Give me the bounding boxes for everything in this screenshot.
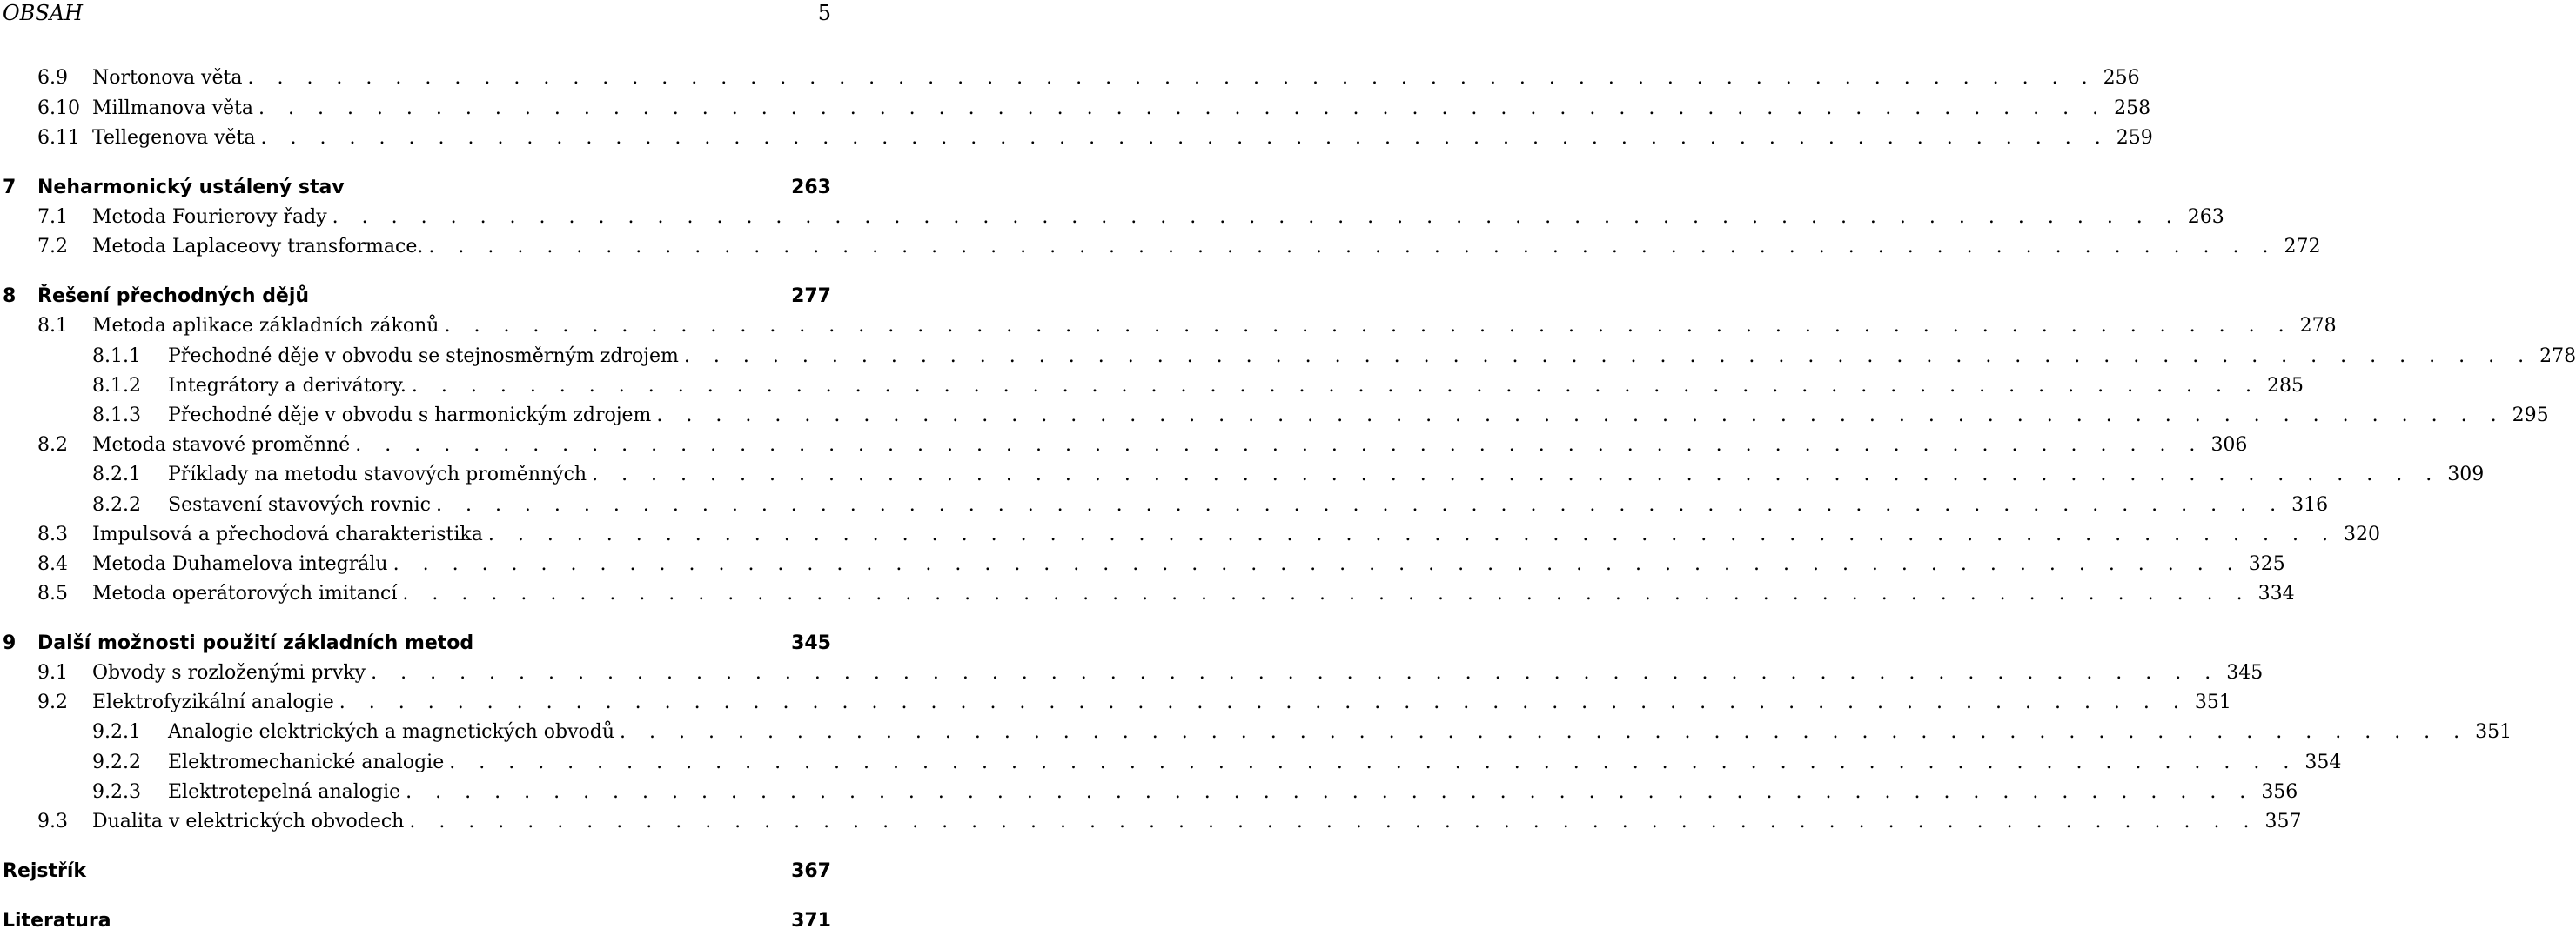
toc-entry-title: Příklady na metodu stavových proměnných <box>168 464 587 485</box>
toc-entry-number: 6.11 <box>37 127 80 149</box>
toc-section-entry[interactable] <box>0 718 2512 747</box>
toc-entry-title: Rejstřík <box>3 860 87 882</box>
toc-dot-leader: . . . . . . . . . . . . . . . . . . . . . . . . . . . . . . . . . . . . . . . . . . . . . . . . . . . . . . . . . . . . . . . <box>392 553 2242 575</box>
toc-entry-page-number: 285 <box>2267 375 2304 397</box>
toc-entry-title: Integrátory a derivátory. <box>168 375 406 397</box>
toc-dot-leader: . . . . . . . . . . . . . . . . . . . . . . . . . . . . . . . . . . . . . . . . . . . . . . . . . . . . . . . . . . . . . . . <box>371 662 2220 684</box>
toc-entry-number: 9.2.3 <box>92 781 141 803</box>
toc-entry-title: Elektromechanické analogie <box>168 752 445 773</box>
toc-entry-title: Přechodné děje v obvodu se stejnosměrným zdrojem <box>168 345 679 367</box>
toc-entry-title: Metoda operátorových imitancí <box>92 583 398 605</box>
toc-entry-number: 8.1 <box>37 315 68 337</box>
toc-entry-page-number: 309 <box>2447 464 2485 485</box>
toc-entry-page-number: 345 <box>791 632 831 654</box>
toc-entry-page-number: 256 <box>2103 67 2140 89</box>
toc-entry-page-number: 367 <box>791 860 831 882</box>
toc-entry-title: Literatura <box>3 910 111 932</box>
toc-entry-title: Obvody s rozloženými prvky <box>92 662 366 684</box>
toc-section-entry[interactable] <box>0 232 2321 262</box>
toc-chapter-entry[interactable] <box>0 857 831 886</box>
toc-chapter-entry[interactable] <box>0 173 831 203</box>
toc-section-entry[interactable] <box>0 371 2304 401</box>
toc-entry-title: Analogie elektrických a magnetických obvodů <box>168 721 615 743</box>
toc-dot-leader: . . . . . . . . . . . . . . . . . . . . . . . . . . . . . . . . . . . . . . . . . . . . . . . . . . . . . . . . . . . . . . . <box>449 752 2298 773</box>
toc-section-entry[interactable] <box>0 550 2285 579</box>
toc-dot-leader: . . . . . . . . . . . . . . . . . . . . . . . . . . . . . . . . . . . . . . . . . . . . . . . . . . . . . . . . . . . . . . . <box>444 315 2293 337</box>
toc-section-entry[interactable] <box>0 401 2549 431</box>
toc-entry-number: 7.2 <box>37 236 68 257</box>
toc-entry-page-number: 316 <box>2291 494 2329 516</box>
toc-entry-page-number: 357 <box>2264 811 2302 832</box>
toc-entry-number: 9.2.1 <box>92 721 141 743</box>
toc-dot-leader: . . . . . . . . . . . . . . . . . . . . . . . . . . . . . . . . . . . . . . . . . . . . . . . . . . . . . . . . . . . . . . . <box>258 97 2108 119</box>
toc-entry-page-number: 263 <box>2187 206 2224 228</box>
toc-entry-number: 7.1 <box>37 206 68 228</box>
running-header-page-number: 5 <box>817 1 831 25</box>
toc-chapter-entry[interactable] <box>0 282 831 311</box>
toc-entry-title: Metoda aplikace základních zákonů <box>92 315 439 337</box>
toc-entry-title: Dualita v elektrických obvodech <box>92 811 405 832</box>
toc-dot-leader: . . . . . . . . . . . . . . . . . . . . . . . . . . . . . . . . . . . . . . . . . . . . . . . . . . . . . . . . . . . . . . . <box>355 434 2204 456</box>
toc-entry-title: Metoda Laplaceovy transformace. <box>92 236 424 257</box>
toc-section-entry[interactable] <box>0 342 2576 371</box>
toc-entry-number: 9.2 <box>37 692 68 713</box>
toc-entry-page-number: 306 <box>2210 434 2248 456</box>
toc-section-entry[interactable] <box>0 778 2298 807</box>
toc-entry-number: 9.3 <box>37 811 68 832</box>
toc-section-entry[interactable] <box>0 203 2224 232</box>
toc-entry-number: 8.5 <box>37 583 68 605</box>
toc-section-entry[interactable] <box>0 659 2264 688</box>
toc-dot-leader: . . . . . . . . . . . . . . . . . . . . . . . . . . . . . . . . . . . . . . . . . . . . . . . . . . . . . . . . . . . . . . . <box>435 494 2285 516</box>
toc-entry-page-number: 356 <box>2261 781 2298 803</box>
running-header-title: OBSAH <box>3 1 84 25</box>
toc-entry-number: 9.1 <box>37 662 68 684</box>
toc-entry-title: Metoda Duhamelova integrálu <box>92 553 388 575</box>
toc-dot-leader: . . . . . . . . . . . . . . . . . . . . . . . . . . . . . . . . . . . . . . . . . . . . . . . . . . . . . . . . . . . . . . . <box>339 692 2188 713</box>
toc-entry-number: 9 <box>3 632 17 654</box>
toc-dot-leader: . . . . . . . . . . . . . . . . . . . . . . . . . . . . . . . . . . . . . . . . . . . . . . . . . . . . . . . . . . . . . . . <box>411 375 2261 397</box>
toc-dot-leader: . . . . . . . . . . . . . . . . . . . . . . . . . . . . . . . . . . . . . . . . . . . . . . . . . . . . . . . . . . . . . . . <box>402 583 2251 605</box>
toc-section-entry[interactable] <box>0 688 2231 718</box>
toc-section-entry[interactable] <box>0 460 2485 490</box>
toc-entry-title: Řešení přechodných dějů <box>37 285 310 307</box>
toc-entry-number: 8.2 <box>37 434 68 456</box>
toc-section-entry[interactable] <box>0 64 2140 93</box>
toc-entry-number: 8.1.1 <box>92 345 141 367</box>
toc-entry-page-number: 263 <box>791 177 831 198</box>
toc-entry-page-number: 259 <box>2116 127 2153 149</box>
toc-entry-title: Další možnosti použití základních metod <box>37 632 474 654</box>
toc-entry-number: 8.1.3 <box>92 404 141 426</box>
toc-entry-page-number: 295 <box>2512 404 2549 426</box>
toc-entry-title: Neharmonický ustálený stav <box>37 177 345 198</box>
toc-dot-leader: . . . . . . . . . . . . . . . . . . . . . . . . . . . . . . . . . . . . . . . . . . . . . . . . . . . . . . . . . . . . . . . <box>406 781 2255 803</box>
toc-entry-number: 8 <box>3 285 17 307</box>
toc-entry-title: Sestavení stavových rovnic <box>168 494 431 516</box>
toc-section-entry[interactable] <box>0 748 2342 778</box>
toc-entry-page-number: 354 <box>2304 752 2342 773</box>
toc-entry-page-number: 277 <box>791 285 831 307</box>
toc-section-entry[interactable] <box>0 520 2380 550</box>
toc-dot-leader: . . . . . . . . . . . . . . . . . . . . . . . . . . . . . . . . . . . . . . . . . . . . . . . . . . . . . . . . . . . . . . . <box>332 206 2181 228</box>
toc-section-entry[interactable] <box>0 124 2153 153</box>
toc-entry-number: 9.2.2 <box>92 752 141 773</box>
toc-entry-title: Přechodné děje v obvodu s harmonickým zdrojem <box>168 404 652 426</box>
toc-dot-leader: . . . . . . . . . . . . . . . . . . . . . . . . . . . . . . . . . . . . . . . . . . . . . . . . . . . . . . . . . . . . . . . <box>260 127 2110 149</box>
toc-entry-page-number: 345 <box>2226 662 2264 684</box>
toc-entry-page-number: 371 <box>791 910 831 932</box>
toc-entry-page-number: 320 <box>2344 524 2380 545</box>
toc-section-entry[interactable] <box>0 491 2329 520</box>
toc-entry-number: 6.10 <box>37 97 80 119</box>
toc-entry-title: Nortonova věta <box>92 67 243 89</box>
toc-dot-leader: . . . . . . . . . . . . . . . . . . . . . . . . . . . . . . . . . . . . . . . . . . . . . . . . . . . . . . . . . . . . . . . <box>247 67 2096 89</box>
toc-dot-leader: . . . . . . . . . . . . . . . . . . . . . . . . . . . . . . . . . . . . . . . . . . . . . . . . . . . . . . . . . . . . . . . <box>409 811 2258 832</box>
toc-entry-page-number: 334 <box>2257 583 2295 605</box>
toc-entry-title: Tellegenova věta <box>92 127 256 149</box>
toc-section-entry[interactable] <box>0 311 2337 341</box>
toc-entry-page-number: 351 <box>2475 721 2512 743</box>
toc-entry-page-number: 278 <box>2299 315 2337 337</box>
toc-entry-page-number: 351 <box>2194 692 2231 713</box>
toc-entry-number: 8.4 <box>37 553 68 575</box>
toc-entry-page-number: 325 <box>2248 553 2285 575</box>
toc-entry-number: 8.2.2 <box>92 494 141 516</box>
toc-section-entry[interactable] <box>0 94 2151 124</box>
toc-entry-number: 8.3 <box>37 524 68 545</box>
toc-dot-leader: . . . . . . . . . . . . . . . . . . . . . . . . . . . . . . . . . . . . . . . . . . . . . . . . . . . . . . . . . . . . . . . <box>428 236 2277 257</box>
toc-entry-title: Millmanova věta <box>92 97 253 119</box>
toc-entry-title: Metoda stavové proměnné <box>92 434 351 456</box>
toc-dot-leader: . . . . . . . . . . . . . . . . . . . . . . . . . . . . . . . . . . . . . . . . . . . . . . . . . . . . . . . . . . . . . . . <box>683 345 2533 367</box>
toc-entry-number: 8.2.1 <box>92 464 141 485</box>
toc-section-entry[interactable] <box>0 431 2248 460</box>
toc-dot-leader: . . . . . . . . . . . . . . . . . . . . . . . . . . . . . . . . . . . . . . . . . . . . . . . . . . . . . . . . . . . . . . . <box>620 721 2469 743</box>
toc-entry-page-number: 278 <box>2539 345 2576 367</box>
toc-chapter-entry[interactable] <box>0 906 831 936</box>
toc-entry-number: 7 <box>3 177 17 198</box>
toc-section-entry[interactable] <box>0 579 2295 609</box>
toc-entry-title: Elektrofyzikální analogie <box>92 692 334 713</box>
toc-entry-title: Impulsová a přechodová charakteristika <box>92 524 483 545</box>
toc-entry-number: 6.9 <box>37 67 68 89</box>
toc-entry-number: 8.1.2 <box>92 375 141 397</box>
toc-entry-page-number: 272 <box>2284 236 2321 257</box>
toc-entry-page-number: 258 <box>2114 97 2151 119</box>
toc-dot-leader: . . . . . . . . . . . . . . . . . . . . . . . . . . . . . . . . . . . . . . . . . . . . . . . . . . . . . . . . . . . . . . . <box>656 404 2506 426</box>
toc-dot-leader: . . . . . . . . . . . . . . . . . . . . . . . . . . . . . . . . . . . . . . . . . . . . . . . . . . . . . . . . . . . . . . . <box>592 464 2441 485</box>
toc-entry-title: Metoda Fourierovy řady <box>92 206 327 228</box>
toc-entry-title: Elektrotepelná analogie <box>168 781 401 803</box>
toc-dot-leader: . . . . . . . . . . . . . . . . . . . . . . . . . . . . . . . . . . . . . . . . . . . . . . . . . . . . . . . . . . . . . . . <box>487 524 2337 545</box>
toc-chapter-entry[interactable] <box>0 629 831 659</box>
toc-section-entry[interactable] <box>0 807 2302 837</box>
